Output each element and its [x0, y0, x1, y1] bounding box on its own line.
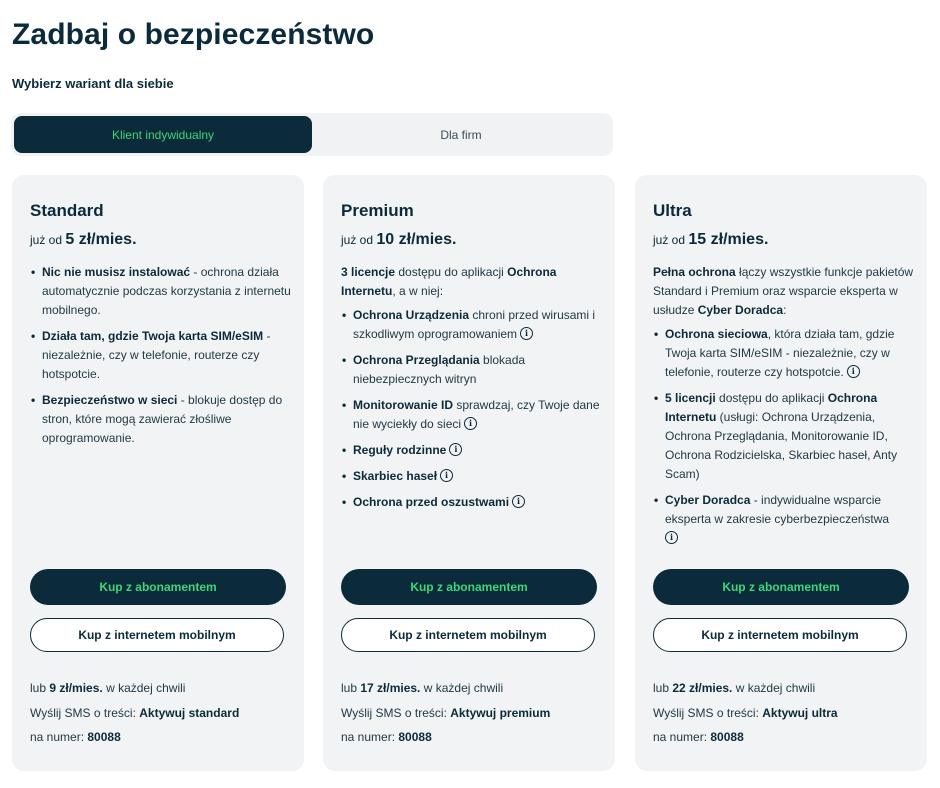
feature-item: • Bezpieczeństwo w sieci - blokuje dostęp do stron, które mogą zawierać złośliwe oprogramowanie. [30, 391, 292, 448]
info-icon[interactable]: i [512, 495, 525, 508]
sms-line: Wyślij SMS o treści: Aktywuj premium [341, 706, 551, 720]
plan-intro: Pełna ochrona łączy wszystkie funkcje pakietów Standard i Premium oraz wsparcie eksperta w usłudze Cyber Doradca: [653, 265, 914, 317]
feature-item: • Skarbiec haseł i [341, 467, 603, 486]
feature-item: • Reguły rodzinne i [341, 441, 603, 460]
info-icon[interactable]: i [440, 469, 453, 482]
buy-with-subscription-button[interactable]: Kup z abonamentem [30, 569, 286, 605]
plan-price: już od 5 zł/mies. [30, 231, 137, 248]
customer-type-toggle [11, 113, 613, 156]
info-icon[interactable]: i [449, 443, 462, 456]
feature-item: • Cyber Doradca - indywidualne wsparcie eksperta w zakresie cyberbezpieczeństwa i [653, 491, 915, 548]
plan-name: Ultra [653, 201, 692, 220]
plan-card-standard [12, 175, 304, 771]
feature-item: • Ochrona Urządzenia chroni przed wirusami i szkodliwym oprogramowaniem i [341, 306, 603, 344]
info-icon[interactable]: i [464, 417, 477, 430]
feature-item: • Nic nie musisz instalować - ochrona działa automatycznie podczas korzystania z internetu mobilnego. [30, 263, 292, 320]
sms-number-line: na numer: 80088 [341, 730, 432, 744]
plan-price: już od 15 zł/mies. [653, 231, 769, 248]
alt-price-line: lub 22 zł/mies. w każdej chwili [653, 681, 816, 695]
price-amount: 15 zł/mies. [688, 231, 769, 248]
alt-price-line: lub 17 zł/mies. w każdej chwili [341, 681, 504, 695]
buy-with-mobile-internet-button[interactable]: Kup z internetem mobilnym [30, 618, 284, 652]
plan-description [341, 263, 603, 519]
plan-description [30, 263, 292, 455]
sms-number-line: na numer: 80088 [30, 730, 121, 744]
plan-card-premium [323, 175, 615, 771]
plan-card-ultra [635, 175, 927, 771]
buy-with-mobile-internet-button[interactable]: Kup z internetem mobilnym [653, 618, 907, 652]
price-amount: 5 zł/mies. [65, 231, 137, 248]
page-title: Zadbaj o bezpieczeństwo [12, 18, 375, 51]
feature-item: • 5 licencji dostępu do aplikacji Ochrona Internetu (usługi: Ochrona Urządzenia, Ochrona Przeglądania, Monitorowanie ID, Ochrona Rodzicielska, Skarbiec haseł, Anty Scam) [653, 389, 915, 484]
plan-intro: 3 licencje dostępu do aplikacji Ochrona Internetu, a w niej: [341, 265, 557, 298]
plan-name: Premium [341, 201, 414, 220]
buy-with-subscription-button[interactable]: Kup z abonamentem [341, 569, 597, 605]
sms-number-line: na numer: 80088 [653, 730, 744, 744]
toggle-business[interactable]: Dla firm [440, 127, 482, 142]
plan-name: Standard [30, 201, 104, 220]
feature-item: • Ochrona przed oszustwami i [341, 493, 603, 512]
info-icon[interactable]: i [665, 531, 678, 544]
buy-with-mobile-internet-button[interactable]: Kup z internetem mobilnym [341, 618, 595, 652]
buy-with-subscription-button[interactable]: Kup z abonamentem [653, 569, 909, 605]
feature-item: • Monitorowanie ID sprawdzaj, czy Twoje dane nie wyciekły do sieci i [341, 396, 603, 434]
toggle-individual[interactable]: Klient indywidualny [14, 116, 312, 153]
price-amount: 10 zł/mies. [376, 231, 457, 248]
info-icon[interactable]: i [847, 365, 860, 378]
page-subtitle: Wybierz wariant dla siebie [12, 76, 174, 91]
feature-list [30, 263, 292, 448]
alt-price-line: lub 9 zł/mies. w każdej chwili [30, 681, 186, 695]
feature-item: • Ochrona Przeglądania blokada niebezpiecznych witryn [341, 351, 603, 389]
feature-item: • Działa tam, gdzie Twoja karta SIM/eSIM - niezależnie, czy w telefonie, routerze czy hotspotcie. [30, 327, 292, 384]
feature-item: • Ochrona sieciowa, która działa tam, gdzie Twoja karta SIM/eSIM - niezależnie, czy w telefonie, routerze czy hotspotcie. i [653, 325, 915, 382]
info-icon[interactable]: i [520, 327, 533, 340]
sms-line: Wyślij SMS o treści: Aktywuj ultra [653, 706, 838, 720]
feature-list [341, 306, 603, 512]
sms-line: Wyślij SMS o treści: Aktywuj standard [30, 706, 240, 720]
plan-price: już od 10 zł/mies. [341, 231, 457, 248]
plan-description [653, 263, 915, 555]
feature-list [653, 325, 915, 548]
